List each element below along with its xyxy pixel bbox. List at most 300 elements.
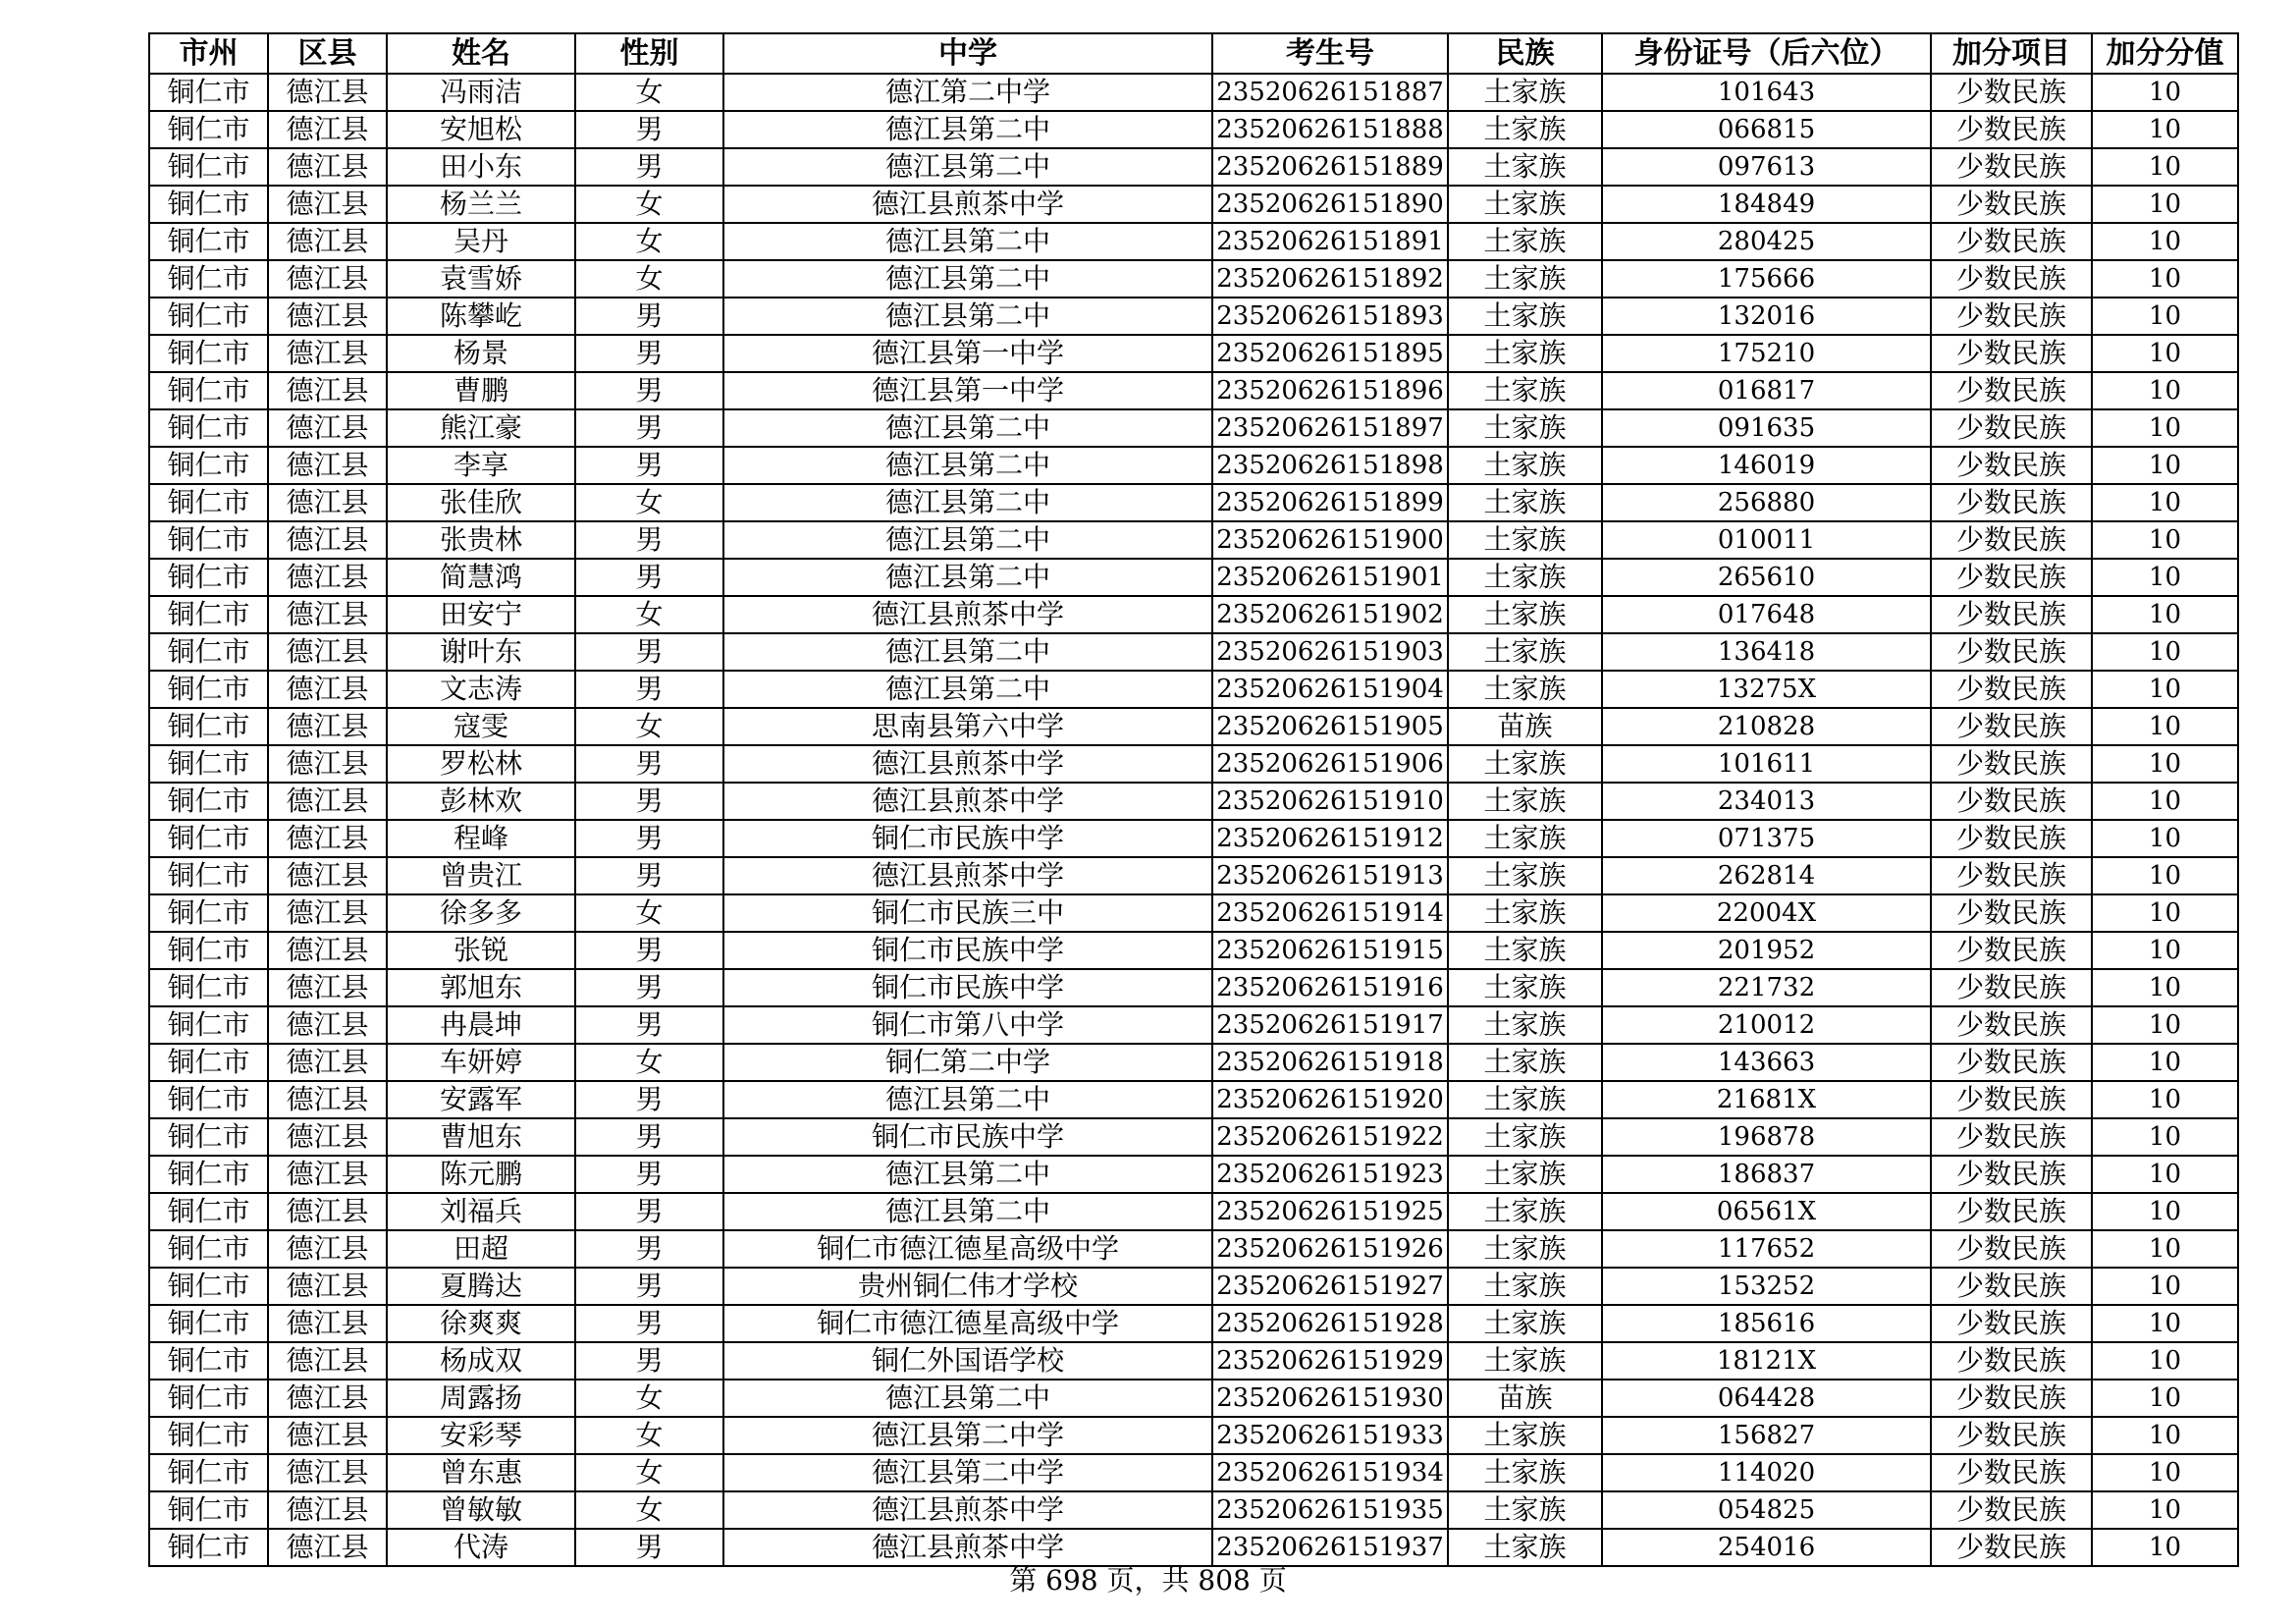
cell-county: 德江县 xyxy=(268,1006,387,1044)
cell-id-last6: 175210 xyxy=(1602,335,1931,372)
cell-bonus-points: 10 xyxy=(2092,1454,2238,1491)
cell-exam-number: 23520626151934 xyxy=(1212,1454,1448,1491)
cell-name: 程峰 xyxy=(387,820,575,857)
cell-gender: 女 xyxy=(575,484,723,521)
cell-ethnicity: 土家族 xyxy=(1448,372,1602,409)
cell-school: 德江县第二中学 xyxy=(723,1417,1212,1454)
table-row xyxy=(149,1006,2238,1044)
cell-name: 张贵林 xyxy=(387,521,575,559)
cell-county: 德江县 xyxy=(268,559,387,596)
cell-exam-number: 23520626151935 xyxy=(1212,1491,1448,1529)
cell-ethnicity: 土家族 xyxy=(1448,521,1602,559)
cell-ethnicity: 土家族 xyxy=(1448,1342,1602,1380)
cell-county: 德江县 xyxy=(268,671,387,708)
table-row xyxy=(149,1380,2238,1417)
cell-school: 德江县第二中 xyxy=(723,409,1212,447)
cell-bonus-item: 少数民族 xyxy=(1931,521,2092,559)
cell-bonus-item: 少数民族 xyxy=(1931,745,2092,783)
cell-bonus-item: 少数民族 xyxy=(1931,409,2092,447)
cell-city: 铜仁市 xyxy=(149,484,268,521)
cell-name: 袁雪娇 xyxy=(387,260,575,298)
bonus-points-table xyxy=(148,32,2239,1567)
cell-exam-number: 23520626151922 xyxy=(1212,1118,1448,1156)
cell-id-last6: 153252 xyxy=(1602,1268,1931,1305)
cell-bonus-points: 10 xyxy=(2092,148,2238,186)
cell-ethnicity: 土家族 xyxy=(1448,745,1602,783)
cell-county: 德江县 xyxy=(268,1268,387,1305)
cell-county: 德江县 xyxy=(268,783,387,820)
table-row xyxy=(149,1044,2238,1081)
cell-city: 铜仁市 xyxy=(149,447,268,484)
cell-county: 德江县 xyxy=(268,1156,387,1193)
table-row xyxy=(149,820,2238,857)
cell-county: 德江县 xyxy=(268,1491,387,1529)
cell-exam-number: 23520626151890 xyxy=(1212,186,1448,223)
cell-bonus-item: 少数民族 xyxy=(1931,260,2092,298)
cell-city: 铜仁市 xyxy=(149,1305,268,1342)
header-city: 市州 xyxy=(149,33,268,74)
cell-ethnicity: 土家族 xyxy=(1448,74,1602,111)
cell-gender: 男 xyxy=(575,111,723,148)
cell-name: 罗松林 xyxy=(387,745,575,783)
table-row xyxy=(149,745,2238,783)
cell-county: 德江县 xyxy=(268,1044,387,1081)
cell-ethnicity: 土家族 xyxy=(1448,559,1602,596)
cell-ethnicity: 土家族 xyxy=(1448,633,1602,671)
cell-bonus-item: 少数民族 xyxy=(1931,1529,2092,1566)
cell-exam-number: 23520626151906 xyxy=(1212,745,1448,783)
cell-bonus-points: 10 xyxy=(2092,1342,2238,1380)
cell-bonus-points: 10 xyxy=(2092,857,2238,894)
table-row xyxy=(149,596,2238,633)
table-row xyxy=(149,111,2238,148)
cell-exam-number: 23520626151902 xyxy=(1212,596,1448,633)
cell-county: 德江县 xyxy=(268,894,387,932)
page-footer: 第 698 页，共 808 页 xyxy=(1009,1564,1287,1597)
cell-bonus-item: 少数民族 xyxy=(1931,1380,2092,1417)
cell-id-last6: 066815 xyxy=(1602,111,1931,148)
cell-ethnicity: 苗族 xyxy=(1448,708,1602,745)
cell-gender: 男 xyxy=(575,447,723,484)
cell-name: 车妍婷 xyxy=(387,1044,575,1081)
header-gender: 性别 xyxy=(575,33,723,74)
cell-bonus-points: 10 xyxy=(2092,1193,2238,1230)
cell-id-last6: 185616 xyxy=(1602,1305,1931,1342)
cell-gender: 女 xyxy=(575,1417,723,1454)
cell-gender: 男 xyxy=(575,1156,723,1193)
cell-id-last6: 016817 xyxy=(1602,372,1931,409)
cell-school: 德江县煎茶中学 xyxy=(723,783,1212,820)
cell-bonus-item: 少数民族 xyxy=(1931,74,2092,111)
table-row xyxy=(149,335,2238,372)
cell-gender: 男 xyxy=(575,372,723,409)
cell-exam-number: 23520626151901 xyxy=(1212,559,1448,596)
cell-bonus-points: 10 xyxy=(2092,260,2238,298)
cell-bonus-item: 少数民族 xyxy=(1931,596,2092,633)
cell-bonus-points: 10 xyxy=(2092,559,2238,596)
cell-name: 曹旭东 xyxy=(387,1118,575,1156)
cell-exam-number: 23520626151917 xyxy=(1212,1006,1448,1044)
cell-city: 铜仁市 xyxy=(149,1118,268,1156)
table-row xyxy=(149,559,2238,596)
cell-county: 德江县 xyxy=(268,148,387,186)
table-row xyxy=(149,1193,2238,1230)
cell-id-last6: 254016 xyxy=(1602,1529,1931,1566)
cell-exam-number: 23520626151904 xyxy=(1212,671,1448,708)
cell-school: 铜仁市德江德星高级中学 xyxy=(723,1305,1212,1342)
cell-name: 冉晨坤 xyxy=(387,1006,575,1044)
cell-gender: 女 xyxy=(575,1454,723,1491)
cell-name: 徐多多 xyxy=(387,894,575,932)
cell-ethnicity: 土家族 xyxy=(1448,223,1602,260)
cell-city: 铜仁市 xyxy=(149,1156,268,1193)
cell-gender: 男 xyxy=(575,745,723,783)
cell-city: 铜仁市 xyxy=(149,1529,268,1566)
cell-school: 德江县第一中学 xyxy=(723,372,1212,409)
cell-id-last6: 184849 xyxy=(1602,186,1931,223)
cell-id-last6: 136418 xyxy=(1602,633,1931,671)
cell-county: 德江县 xyxy=(268,298,387,335)
cell-bonus-points: 10 xyxy=(2092,894,2238,932)
cell-ethnicity: 土家族 xyxy=(1448,1006,1602,1044)
cell-exam-number: 23520626151888 xyxy=(1212,111,1448,148)
cell-ethnicity: 土家族 xyxy=(1448,596,1602,633)
cell-city: 铜仁市 xyxy=(149,298,268,335)
cell-bonus-points: 10 xyxy=(2092,223,2238,260)
cell-county: 德江县 xyxy=(268,1342,387,1380)
cell-city: 铜仁市 xyxy=(149,1044,268,1081)
cell-city: 铜仁市 xyxy=(149,671,268,708)
cell-school: 铜仁市民族中学 xyxy=(723,820,1212,857)
cell-city: 铜仁市 xyxy=(149,820,268,857)
cell-bonus-points: 10 xyxy=(2092,1006,2238,1044)
cell-gender: 男 xyxy=(575,1342,723,1380)
cell-exam-number: 23520626151925 xyxy=(1212,1193,1448,1230)
cell-id-last6: 18121X xyxy=(1602,1342,1931,1380)
cell-id-last6: 201952 xyxy=(1602,932,1931,969)
cell-bonus-points: 10 xyxy=(2092,783,2238,820)
cell-name: 熊江豪 xyxy=(387,409,575,447)
cell-ethnicity: 土家族 xyxy=(1448,1417,1602,1454)
cell-name: 陈元鹏 xyxy=(387,1156,575,1193)
cell-exam-number: 23520626151912 xyxy=(1212,820,1448,857)
cell-ethnicity: 土家族 xyxy=(1448,409,1602,447)
cell-gender: 男 xyxy=(575,1529,723,1566)
cell-exam-number: 23520626151914 xyxy=(1212,894,1448,932)
cell-county: 德江县 xyxy=(268,596,387,633)
cell-name: 简慧鸿 xyxy=(387,559,575,596)
cell-gender: 男 xyxy=(575,1118,723,1156)
cell-id-last6: 256880 xyxy=(1602,484,1931,521)
cell-name: 谢叶东 xyxy=(387,633,575,671)
cell-bonus-item: 少数民族 xyxy=(1931,298,2092,335)
table-row xyxy=(149,1081,2238,1118)
cell-id-last6: 280425 xyxy=(1602,223,1931,260)
cell-bonus-points: 10 xyxy=(2092,74,2238,111)
cell-gender: 女 xyxy=(575,74,723,111)
cell-bonus-item: 少数民族 xyxy=(1931,1156,2092,1193)
cell-bonus-item: 少数民族 xyxy=(1931,1006,2092,1044)
cell-name: 代涛 xyxy=(387,1529,575,1566)
cell-exam-number: 23520626151898 xyxy=(1212,447,1448,484)
cell-bonus-points: 10 xyxy=(2092,298,2238,335)
cell-exam-number: 23520626151928 xyxy=(1212,1305,1448,1342)
cell-bonus-item: 少数民族 xyxy=(1931,1268,2092,1305)
cell-county: 德江县 xyxy=(268,260,387,298)
cell-county: 德江县 xyxy=(268,1380,387,1417)
cell-name: 安露军 xyxy=(387,1081,575,1118)
cell-exam-number: 23520626151913 xyxy=(1212,857,1448,894)
cell-id-last6: 06561X xyxy=(1602,1193,1931,1230)
cell-exam-number: 23520626151926 xyxy=(1212,1230,1448,1268)
cell-gender: 男 xyxy=(575,148,723,186)
table-row xyxy=(149,1268,2238,1305)
cell-bonus-item: 少数民族 xyxy=(1931,1118,2092,1156)
cell-bonus-points: 10 xyxy=(2092,409,2238,447)
cell-city: 铜仁市 xyxy=(149,969,268,1006)
cell-county: 德江县 xyxy=(268,857,387,894)
cell-bonus-item: 少数民族 xyxy=(1931,894,2092,932)
cell-school: 德江县第二中 xyxy=(723,671,1212,708)
cell-ethnicity: 土家族 xyxy=(1448,1529,1602,1566)
cell-county: 德江县 xyxy=(268,409,387,447)
cell-school: 铜仁市民族中学 xyxy=(723,1118,1212,1156)
cell-id-last6: 091635 xyxy=(1602,409,1931,447)
cell-bonus-points: 10 xyxy=(2092,1156,2238,1193)
table-row xyxy=(149,1305,2238,1342)
cell-bonus-points: 10 xyxy=(2092,1529,2238,1566)
cell-city: 铜仁市 xyxy=(149,745,268,783)
cell-city: 铜仁市 xyxy=(149,1491,268,1529)
cell-ethnicity: 土家族 xyxy=(1448,969,1602,1006)
cell-id-last6: 146019 xyxy=(1602,447,1931,484)
cell-bonus-points: 10 xyxy=(2092,186,2238,223)
cell-ethnicity: 土家族 xyxy=(1448,1081,1602,1118)
cell-school: 铜仁市德江德星高级中学 xyxy=(723,1230,1212,1268)
cell-city: 铜仁市 xyxy=(149,1454,268,1491)
cell-city: 铜仁市 xyxy=(149,633,268,671)
cell-id-last6: 196878 xyxy=(1602,1118,1931,1156)
cell-id-last6: 097613 xyxy=(1602,148,1931,186)
cell-exam-number: 23520626151915 xyxy=(1212,932,1448,969)
cell-gender: 女 xyxy=(575,186,723,223)
cell-ethnicity: 土家族 xyxy=(1448,1491,1602,1529)
cell-city: 铜仁市 xyxy=(149,932,268,969)
cell-name: 彭林欢 xyxy=(387,783,575,820)
cell-bonus-item: 少数民族 xyxy=(1931,1044,2092,1081)
cell-bonus-points: 10 xyxy=(2092,745,2238,783)
cell-bonus-points: 10 xyxy=(2092,1380,2238,1417)
cell-school: 德江县第二中学 xyxy=(723,1454,1212,1491)
table-row xyxy=(149,260,2238,298)
cell-name: 张锐 xyxy=(387,932,575,969)
cell-bonus-item: 少数民族 xyxy=(1931,857,2092,894)
cell-city: 铜仁市 xyxy=(149,783,268,820)
table-row xyxy=(149,969,2238,1006)
cell-ethnicity: 土家族 xyxy=(1448,783,1602,820)
table-row xyxy=(149,148,2238,186)
cell-school: 德江县第二中 xyxy=(723,559,1212,596)
cell-exam-number: 23520626151933 xyxy=(1212,1417,1448,1454)
cell-school: 德江县第二中 xyxy=(723,521,1212,559)
cell-bonus-points: 10 xyxy=(2092,820,2238,857)
cell-school: 德江县第二中 xyxy=(723,484,1212,521)
cell-name: 陈攀屹 xyxy=(387,298,575,335)
cell-city: 铜仁市 xyxy=(149,1380,268,1417)
cell-name: 周露扬 xyxy=(387,1380,575,1417)
cell-bonus-item: 少数民族 xyxy=(1931,223,2092,260)
cell-exam-number: 23520626151903 xyxy=(1212,633,1448,671)
cell-county: 德江县 xyxy=(268,820,387,857)
cell-county: 德江县 xyxy=(268,1230,387,1268)
cell-bonus-item: 少数民族 xyxy=(1931,1417,2092,1454)
cell-bonus-points: 10 xyxy=(2092,932,2238,969)
cell-county: 德江县 xyxy=(268,335,387,372)
cell-exam-number: 23520626151891 xyxy=(1212,223,1448,260)
cell-bonus-points: 10 xyxy=(2092,1305,2238,1342)
table-row xyxy=(149,298,2238,335)
cell-bonus-item: 少数民族 xyxy=(1931,372,2092,409)
cell-city: 铜仁市 xyxy=(149,894,268,932)
cell-bonus-points: 10 xyxy=(2092,1268,2238,1305)
cell-ethnicity: 土家族 xyxy=(1448,1454,1602,1491)
cell-county: 德江县 xyxy=(268,372,387,409)
cell-city: 铜仁市 xyxy=(149,186,268,223)
table-row xyxy=(149,372,2238,409)
cell-city: 铜仁市 xyxy=(149,1006,268,1044)
table-row xyxy=(149,1118,2238,1156)
cell-bonus-points: 10 xyxy=(2092,596,2238,633)
cell-name: 安旭松 xyxy=(387,111,575,148)
table-row xyxy=(149,484,2238,521)
cell-name: 夏腾达 xyxy=(387,1268,575,1305)
cell-gender: 女 xyxy=(575,1491,723,1529)
cell-id-last6: 054825 xyxy=(1602,1491,1931,1529)
cell-id-last6: 265610 xyxy=(1602,559,1931,596)
cell-school: 铜仁市民族中学 xyxy=(723,932,1212,969)
cell-city: 铜仁市 xyxy=(149,1417,268,1454)
cell-bonus-points: 10 xyxy=(2092,671,2238,708)
cell-gender: 男 xyxy=(575,932,723,969)
cell-school: 德江县煎茶中学 xyxy=(723,186,1212,223)
cell-county: 德江县 xyxy=(268,1118,387,1156)
cell-ethnicity: 土家族 xyxy=(1448,932,1602,969)
cell-bonus-points: 10 xyxy=(2092,1118,2238,1156)
cell-exam-number: 23520626151937 xyxy=(1212,1529,1448,1566)
cell-name: 杨景 xyxy=(387,335,575,372)
cell-id-last6: 221732 xyxy=(1602,969,1931,1006)
cell-ethnicity: 土家族 xyxy=(1448,484,1602,521)
cell-ethnicity: 土家族 xyxy=(1448,820,1602,857)
cell-gender: 男 xyxy=(575,1081,723,1118)
cell-city: 铜仁市 xyxy=(149,857,268,894)
cell-name: 田小东 xyxy=(387,148,575,186)
cell-id-last6: 21681X xyxy=(1602,1081,1931,1118)
cell-name: 曾东惠 xyxy=(387,1454,575,1491)
cell-county: 德江县 xyxy=(268,708,387,745)
cell-id-last6: 117652 xyxy=(1602,1230,1931,1268)
cell-ethnicity: 苗族 xyxy=(1448,1380,1602,1417)
cell-exam-number: 23520626151905 xyxy=(1212,708,1448,745)
cell-name: 刘福兵 xyxy=(387,1193,575,1230)
cell-exam-number: 23520626151918 xyxy=(1212,1044,1448,1081)
cell-gender: 女 xyxy=(575,1044,723,1081)
cell-name: 田安宁 xyxy=(387,596,575,633)
cell-gender: 男 xyxy=(575,335,723,372)
header-id-last6: 身份证号（后六位） xyxy=(1602,33,1931,74)
cell-bonus-points: 10 xyxy=(2092,447,2238,484)
cell-bonus-points: 10 xyxy=(2092,1230,2238,1268)
cell-school: 德江县第二中 xyxy=(723,148,1212,186)
cell-gender: 男 xyxy=(575,1193,723,1230)
cell-bonus-item: 少数民族 xyxy=(1931,1193,2092,1230)
cell-ethnicity: 土家族 xyxy=(1448,671,1602,708)
cell-school: 铜仁市第八中学 xyxy=(723,1006,1212,1044)
cell-bonus-item: 少数民族 xyxy=(1931,1491,2092,1529)
cell-bonus-points: 10 xyxy=(2092,521,2238,559)
cell-school: 德江第二中学 xyxy=(723,74,1212,111)
cell-bonus-item: 少数民族 xyxy=(1931,1305,2092,1342)
cell-name: 冯雨洁 xyxy=(387,74,575,111)
cell-name: 郭旭东 xyxy=(387,969,575,1006)
cell-school: 铜仁市民族中学 xyxy=(723,969,1212,1006)
cell-school: 德江县煎茶中学 xyxy=(723,745,1212,783)
cell-gender: 男 xyxy=(575,1305,723,1342)
header-exam-number: 考生号 xyxy=(1212,33,1448,74)
cell-gender: 男 xyxy=(575,298,723,335)
header-bonus-points: 加分分值 xyxy=(2092,33,2238,74)
cell-school: 德江县第二中 xyxy=(723,1380,1212,1417)
cell-bonus-item: 少数民族 xyxy=(1931,1081,2092,1118)
header-name: 姓名 xyxy=(387,33,575,74)
cell-gender: 男 xyxy=(575,671,723,708)
header-county: 区县 xyxy=(268,33,387,74)
table-row xyxy=(149,708,2238,745)
cell-bonus-item: 少数民族 xyxy=(1931,186,2092,223)
cell-bonus-item: 少数民族 xyxy=(1931,633,2092,671)
cell-city: 铜仁市 xyxy=(149,1081,268,1118)
table-row xyxy=(149,671,2238,708)
cell-bonus-points: 10 xyxy=(2092,1081,2238,1118)
cell-id-last6: 186837 xyxy=(1602,1156,1931,1193)
table-row xyxy=(149,74,2238,111)
cell-bonus-points: 10 xyxy=(2092,335,2238,372)
cell-county: 德江县 xyxy=(268,969,387,1006)
cell-name: 李享 xyxy=(387,447,575,484)
cell-name: 安彩琴 xyxy=(387,1417,575,1454)
cell-city: 铜仁市 xyxy=(149,372,268,409)
cell-name: 田超 xyxy=(387,1230,575,1268)
cell-id-last6: 017648 xyxy=(1602,596,1931,633)
cell-city: 铜仁市 xyxy=(149,1268,268,1305)
cell-county: 德江县 xyxy=(268,111,387,148)
cell-ethnicity: 土家族 xyxy=(1448,111,1602,148)
cell-bonus-item: 少数民族 xyxy=(1931,111,2092,148)
header-bonus-item: 加分项目 xyxy=(1931,33,2092,74)
cell-city: 铜仁市 xyxy=(149,1342,268,1380)
cell-school: 铜仁第二中学 xyxy=(723,1044,1212,1081)
cell-exam-number: 23520626151892 xyxy=(1212,260,1448,298)
cell-id-last6: 114020 xyxy=(1602,1454,1931,1491)
cell-name: 曾敏敏 xyxy=(387,1491,575,1529)
cell-ethnicity: 土家族 xyxy=(1448,1156,1602,1193)
table-row xyxy=(149,633,2238,671)
cell-ethnicity: 土家族 xyxy=(1448,186,1602,223)
table-row xyxy=(149,1230,2238,1268)
cell-school: 德江县第二中 xyxy=(723,1156,1212,1193)
cell-bonus-points: 10 xyxy=(2092,969,2238,1006)
cell-city: 铜仁市 xyxy=(149,148,268,186)
